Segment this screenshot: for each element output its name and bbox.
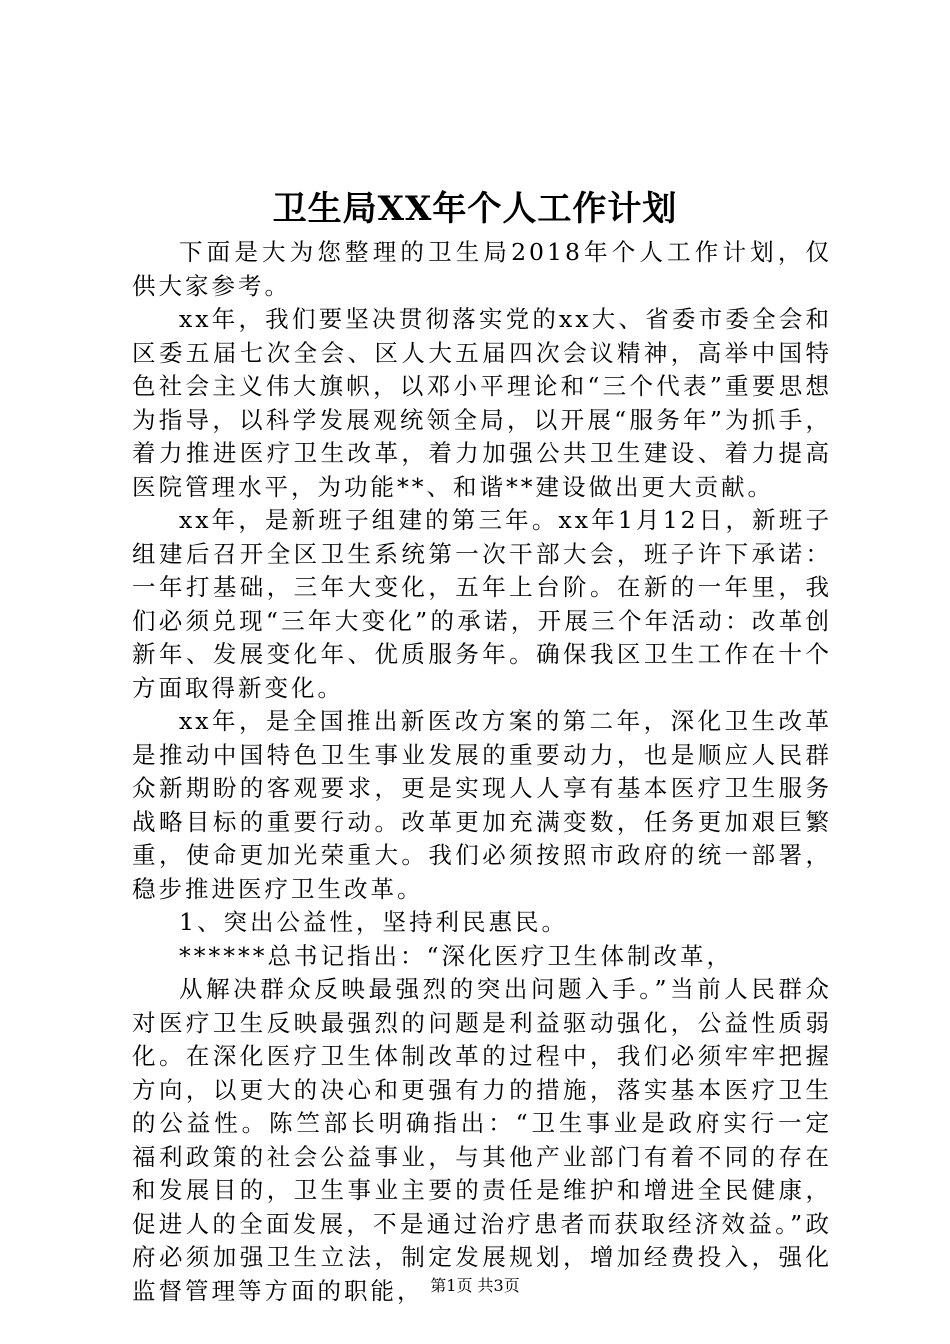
section-heading-public-welfare: 1、突出公益性，坚持利民惠民。 [179, 908, 568, 936]
paragraph-quote-intro: ******总书记指出：“深化医疗卫生体制改革， [179, 941, 734, 970]
paragraph-reform-plan: xx年，是全国推出新医改方案的第二年，深化卫生改革是推动中国特色卫生事业发展的重要动力，也是顺应人民群众新期盼的客观要求，更是实现人人享有基本医疗卫生服务战略目标的重要行动。改革更加充满变数，任务更加艰巨繁重，使命更加光荣重大。我们必须按照市政府的统一部署，稳步推进医疗卫生改革。 [132, 707, 832, 903]
paragraph-guiding-principle: xx年，我们要坚决贯彻落实党的xx大、省委市委全会和区委五届七次全会、区人大五届四次会议精神，高举中国特色社会主义伟大旗帜，以邓小平理论和“三个代表”重要思想为指导，以科学发展观统领全局，以开展“服务年”为抓手，着力推进医疗卫生改革，着力加强公共卫生建设、着力提高医院管理水平，为功能**、和谐**建设做出更大贡献。 [132, 305, 832, 501]
document-body [132, 236, 832, 1308]
paragraph-public-welfare-details: 从解决群众反映最强烈的突出问题入手。”当前人民群众对医疗卫生反映最强烈的问题是利益驱动强化，公益性质弱化。在深化医疗卫生体制改革的过程中，我们必须牢牢把握方向，以更大的决心和更强有力的措施，落实基本医疗卫生的公益性。陈竺部长明确指出：“卫生事业是政府实行一定福利政策的社会公益事业，与其他产业部门有着不同的存在和发展目的，卫生事业主要的责任是维护和增进全民健康，促进人的全面发展，不是通过治疗患者而获取经济效益。”政府必须加强卫生立法，制定发展规划，增加经费投入，强化监督管理等方面的职能， [132, 975, 832, 1305]
paragraph-intro: 下面是大为您整理的卫生局2018年个人工作计划，仅供大家参考。 [132, 238, 832, 300]
page-footer: 第1页 共3页 [430, 1276, 520, 1295]
document-title: 卫生局XX年个人工作计划 [272, 189, 678, 229]
paragraph-team-commitment: xx年，是新班子组建的第三年。xx年1月12日，新班子组建后召开全区卫生系统第一次干部大会，班子许下承诺：一年打基础，三年大变化，五年上台阶。在新的一年里，我们必须兑现“三年大变化”的承诺，开展三个年活动：改革创新年、发展变化年、优质服务年。确保我区卫生工作在十个方面取得新变化。 [132, 506, 832, 702]
